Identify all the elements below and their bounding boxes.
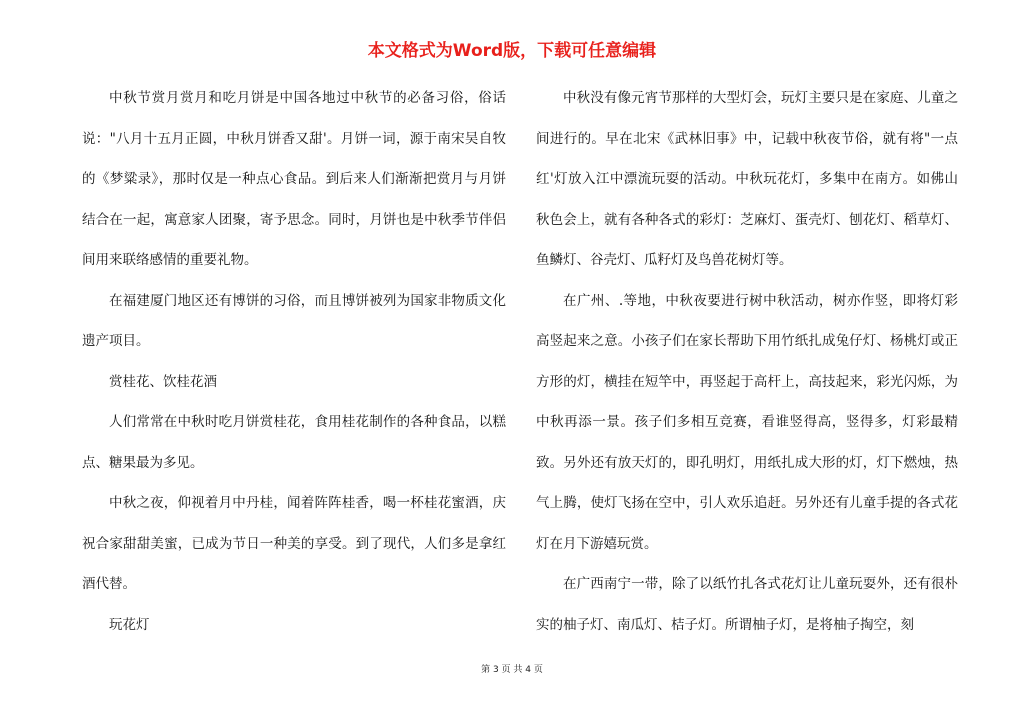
paragraph: 在广州、.等地，中秋夜要进行树中秋活动，树亦作竖，即将灯彩高竖起来之意。小孩子们在家长帮助下用竹纸扎成兔仔灯、杨桃灯或正方形的灯，横挂在短竿中，再竖起于高杆上，高技起来，彩光闪烁，为中秋再添一景。孩子们多相互竞赛，看谁竖得高，竖得多，灯彩最精致。另外还有放天灯的，即孔明灯，用纸扎成大形的灯，灯下燃烛，热气上腾，使灯飞扬在空中，引人欢乐追赶。另外还有儿童手提的各式花灯在月下游嬉玩赏。 bbox=[536, 292, 958, 552]
paragraph: 中秋节赏月赏月和吃月饼是中国各地过中秋节的必备习俗，俗话说："八月十五月正圆，中秋月饼香又甜'。月饼一词，源于南宋吴自牧的《梦粱录》，那时仅是一种点心食品。到后来人们渐渐把赏月与月饼结合在一起，寓意家人团聚，寄予思念。同时，月饼也是中秋季节伴侣间用来联络感情的重要礼物。 bbox=[82, 90, 506, 268]
paragraph: 中秋没有像元宵节那样的大型灯会，玩灯主要只是在家庭、儿童之间进行的。早在北宋《武林旧事》中，记载中秋夜节俗，就有将"一点红'灯放入江中漂流玩耍的活动。中秋玩花灯，多集中在南方。如佛山秋色会上，就有各种各式的彩灯：芝麻灯、蛋壳灯、刨花灯、稻草灯、鱼鳞灯、谷壳灯、瓜籽灯及鸟兽花树灯等。 bbox=[536, 90, 958, 268]
paragraph: 在广西南宁一带，除了以纸竹扎各式花灯让儿童玩耍外，还有很朴实的柚子灯、南瓜灯、桔子灯。所谓柚子灯，是将柚子掏空，刻 bbox=[536, 576, 958, 633]
document-banner: 本文格式为Word版，下载可任意编辑 bbox=[367, 41, 657, 61]
paragraph: 在福建厦门地区还有博饼的习俗，而且博饼被列为国家非物质文化遗产项目。 bbox=[82, 292, 506, 349]
paragraph: 中秋之夜，仰视着月中丹桂，闻着阵阵桂香，喝一杯桂花蜜酒，庆祝合家甜甜美蜜，已成为节日一种美的享受。到了现代，人们多是拿红酒代替。 bbox=[82, 495, 506, 592]
right-column bbox=[536, 78, 958, 645]
page-number: 第 3 页 共 4 页 bbox=[481, 665, 543, 675]
paragraph: 人们常常在中秋时吃月饼赏桂花，食用桂花制作的各种食品，以糕点、糖果最为多见。 bbox=[82, 414, 506, 471]
section-heading: 玩花灯 bbox=[109, 616, 150, 633]
left-column bbox=[82, 78, 506, 645]
section-heading: 赏桂花、饮桂花酒 bbox=[109, 373, 217, 390]
